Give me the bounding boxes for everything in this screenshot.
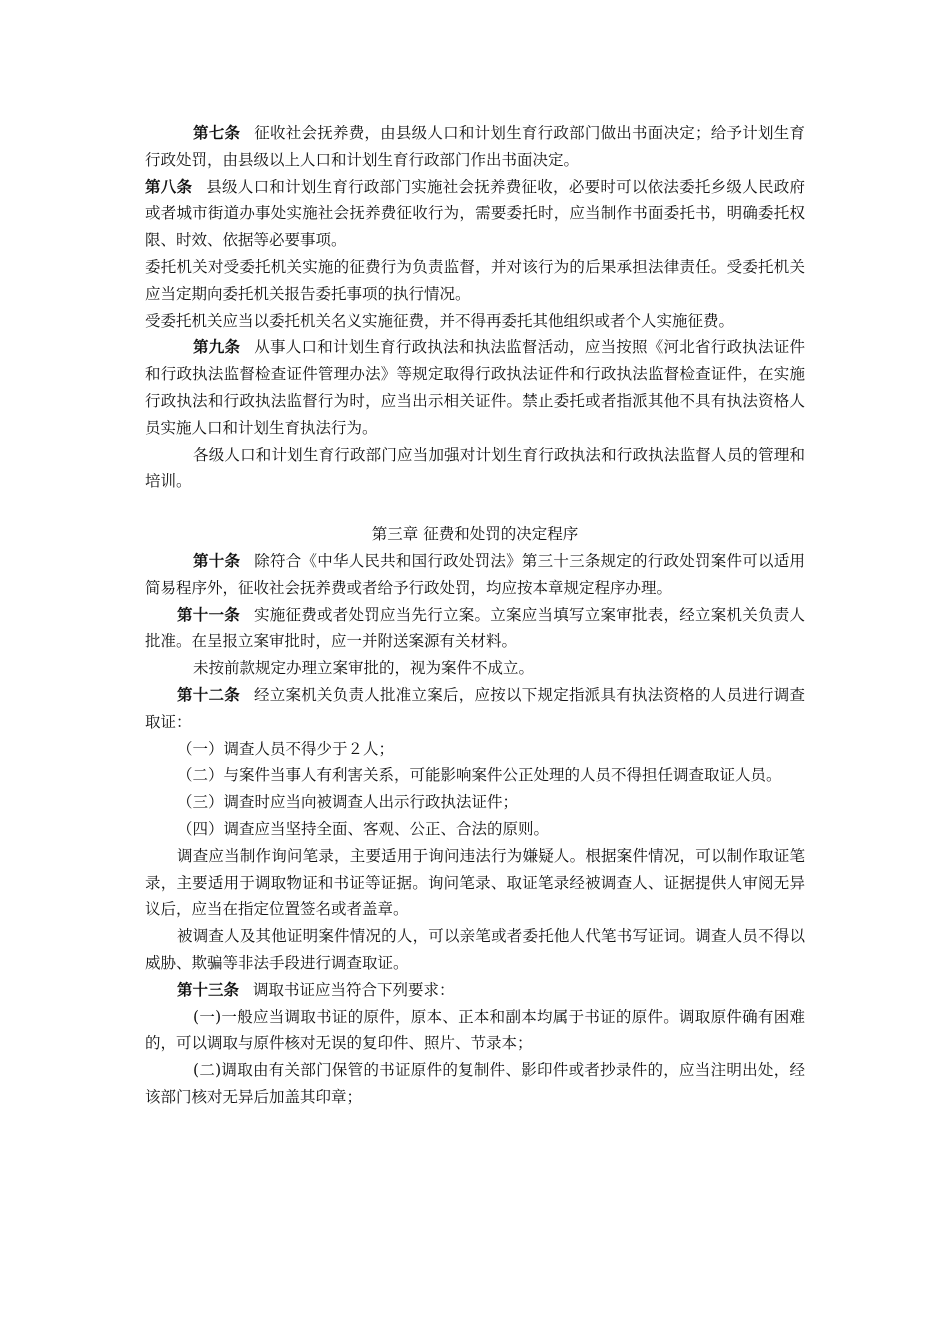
article-text: 经立案机关负责人批准立案后，应按以下规定指派具有执法资格的人员进行调查取证： — [145, 685, 805, 731]
paragraph: 被调查人及其他证明案件情况的人，可以亲笔或者委托他人代笔书写证词。调查人员不得以威胁、欺骗等非法手段进行调查取证。 — [145, 927, 805, 972]
article-number: 第十条 — [193, 551, 241, 570]
article-10 — [145, 548, 805, 602]
article-7 — [145, 120, 805, 174]
document-page — [145, 120, 805, 1111]
paragraph: 调查应当制作询问笔录，主要适用于询问违法行为嫌疑人。根据案件情况，可以制作取证笔录，主要适用于调取物证和书证等证据。询问笔录、取证笔录经被调查人、证据提供人审阅无异议后，应当在指定位置签名或者盖章。 — [145, 846, 805, 919]
article-11 — [145, 602, 805, 656]
article-number: 第十一条 — [177, 605, 240, 624]
paragraph: 委托机关对受委托机关实施的征费行为负责监督，并对该行为的后果承担法律责任。受委托机关应当定期向委托机关报告委托事项的执行情况。 — [145, 257, 805, 303]
article-text: 实施征费或者处罚应当先行立案。立案应当填写立案审批表，经立案机关负责人批准。在呈报立案审批时，应一并附送案源有关材料。 — [145, 605, 805, 651]
list-item: （二）与案件当事人有利害关系，可能影响案件公正处理的人员不得担任调查取证人员。 — [177, 766, 782, 785]
article-number: 第九条 — [193, 338, 241, 357]
paragraph: 未按前款规定办理立案审批的，视为案件不成立。 — [193, 659, 535, 678]
article-text: 征收社会抚养费，由县级人口和计划生育行政部门做出书面决定；给予计划生育行政处罚，由县级以上人口和计划生育行政部门作出书面决定。 — [145, 124, 805, 169]
article-number: 第八条 — [145, 177, 193, 196]
paragraph: 受委托机关应当以委托机关名义实施征费，并不得再委托其他组织或者个人实施征费。 — [145, 311, 735, 330]
article-8 — [145, 174, 805, 254]
article-text: 除符合《中华人民共和国行政处罚法》第三十三条规定的行政处罚案件可以适用简易程序外，征收社会抚养费或者给予行政处罚，均应按本章规定程序办理。 — [145, 551, 805, 597]
article-9 — [145, 334, 805, 441]
article-number: 第十二条 — [177, 685, 240, 704]
article-number: 第七条 — [193, 124, 241, 142]
article-number: 第十三条 — [177, 980, 240, 999]
chapter-heading: 第三章 征费和处罚的决定程序 — [371, 525, 579, 544]
list-item: （三）调查时应当向被调查人出示行政执法证件； — [177, 793, 519, 812]
paragraph: 各级人口和计划生育行政部门应当加强对计划生育行政执法和行政执法监督人员的管理和培训。 — [145, 445, 805, 491]
list-item: (二)调取由有关部门保管的书证原件的复制件、影印件或者抄录件的，应当注明出处，经该部门核对无异后加盖其印章； — [145, 1061, 805, 1106]
list-item: （一）调查人员不得少于２人； — [177, 739, 395, 758]
list-item: （四）调查应当坚持全面、客观、公正、合法的原则。 — [177, 819, 550, 838]
article-12 — [145, 682, 805, 736]
article-text: 从事人口和计划生育行政执法和执法监督活动，应当按照《河北省行政执法证件和行政执法监督检查证件管理办法》等规定取得行政执法证件和行政执法监督检查证件，在实施行政执法和行政执法监督行为时，应当出示相关证件。禁止委托或者指派其他不具有执法资格人员实施人口和计划生育执法行为。 — [145, 338, 805, 437]
list-item: (一)一般应当调取书证的原件，原本、正本和副本均属于书证的原件。调取原件确有困难的，可以调取与原件核对无误的复印件、照片、节录本； — [145, 1007, 805, 1053]
article-13 — [145, 977, 805, 1004]
article-text: 调取书证应当符合下列要求： — [253, 980, 455, 999]
article-text: 县级人口和计划生育行政部门实施社会抚养费征收，必要时可以依法委托乡级人民政府或者城市街道办事处实施社会抚养费征收行为，需要委托时，应当制作书面委托书，明确委托权限、时效、依据等必要事项。 — [145, 177, 805, 250]
